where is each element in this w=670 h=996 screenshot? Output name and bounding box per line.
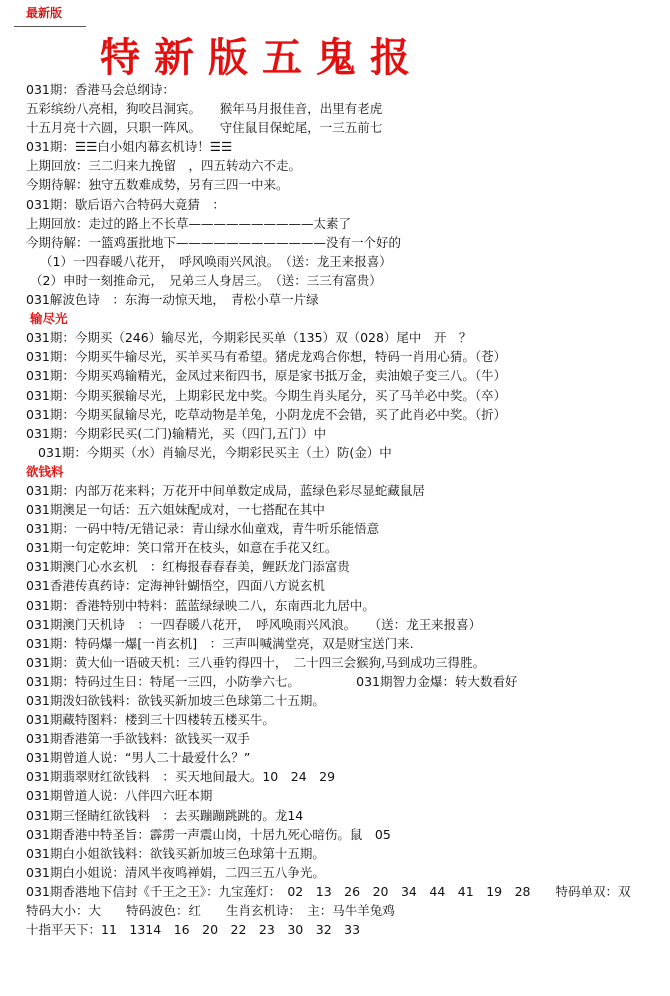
text-line: 031期一句定乾坤：笑口常开在枝头，如意在手花又红。 [26, 540, 338, 556]
text-line: 031期：内部万花来料；万花开中间单数定成局，蓝绿色彩尽显蛇藏鼠居 [26, 482, 425, 498]
text-line: 031期：特码爆一爆[一肖玄机] ：三声叫喊满堂亮，双是财宝送门来. [26, 635, 414, 651]
text-line: 031期泼妇欲钱料：欲钱买新加坡三色球第二十五期。 [26, 693, 325, 708]
page-title: 特新版五鬼报 [100, 34, 424, 81]
text-line: 031期香港第一手欲钱料：欲钱买一双手 [26, 731, 250, 747]
text-line: 031期：今期买鼠输尽光，吃草动物是羊兔，小阴龙虎不会错，买了此肖必中奖。（折） [26, 406, 507, 422]
corner-divider [14, 26, 86, 27]
text-line: 031期澳足一句话：五六姐妹配成对，一七搭配在其中 [26, 502, 325, 518]
text-line: 031期白小姐说：清风半夜鸣禅娟，二四三五八争光。 [26, 864, 325, 880]
text-line: （2）申时一刻推命元， 兄弟三人身居三。 （送：三三有富贵） [30, 272, 382, 288]
text-line: 031期：今期买牛输尽光，买羊买马有希望。猪虎龙鸡合你想，特码一肖用心猜。（苍） [26, 349, 507, 365]
text-line: 031期：香港马会总纲诗： [26, 82, 175, 97]
text-line: 031期：今期买猴输尽光，上期彩民龙中奖。今期生肖头尾分，买了马羊必中奖。（卒） [26, 387, 507, 403]
text-line: 031期：一码中特/无错记录：青山绿水仙童戏，青牛听乐能悟意 [26, 521, 380, 537]
text-line: 今期待解：一篮鸡蛋批地下————————————没有一个好的 [26, 234, 402, 250]
text-line: 031期：歇后语六合特码大竟猜 ： [26, 196, 225, 212]
text-line: 031期：香港特别中特料：蓝蓝绿绿映二八，东南西北九居中。 [26, 597, 375, 613]
corner-label: 最新版 [26, 6, 63, 20]
text-line: 031期：今期买鸡输精光，金凤过来衔四书，原是家书抵万金，卖油娘子变三八。（牛） [26, 368, 507, 384]
text-line: 031期曾道人说：“男人二十最爱什么？” [26, 750, 251, 766]
text-line: 031期澳门心水玄机 ：红梅报春春春美，鲤跃龙门添富贵 [26, 559, 350, 575]
text-line: 十指平天下：11 1314 16 20 22 23 30 32 33 [26, 922, 361, 938]
text-line: 上期回放：走过的路上不长草——————————太素了 [26, 215, 352, 231]
text-line: 五彩缤纷八亮相，狗咬吕洞宾。 猴年马月报佳音，出里有老虎 [26, 101, 383, 117]
section-heading: 欲钱料 [26, 463, 64, 479]
text-line: 031解波色诗 ：东海一动惊天地， 青松小草一片绿 [26, 292, 319, 308]
text-line: 031期：今期彩民买(二门)输精光，买（四门,五门）中 [26, 425, 327, 441]
text-line: 031期曾道人说：八伴四六旺本期 [26, 788, 213, 804]
text-line: 031期翡翠财红欲钱料 ：买天地间最大。10 24 29 [26, 769, 336, 785]
text-line: 031期：特码过生日：特尾一三四，小防拳六七。 031期智力金爆：转大数看好 [26, 673, 518, 689]
text-line: 031期香港中特圣旨：霹雳一声震山岗，十居九死心暗伤。鼠 05 [26, 826, 391, 842]
text-line: 031期：黄大仙一语破天机：三八垂钓得四十， 二十四三会猴狗,马到成功三得胜。 [26, 654, 486, 670]
text-line: 031期藏特图料：楼到三十四楼转五楼买牛。 [26, 712, 275, 728]
text-line: 十五月亮十六圆，只职一阵风。 守住鼠目保蛇尾，一三五前七 [26, 120, 383, 136]
text-line: 031期香港地下信封《千王之王》：九宝莲灯： 02 13 26 20 34 44 41 19 28 特码单双：双 [26, 883, 631, 899]
text-line: （1）一四春暖八花开， 呼风唤雨兴风浪。 （送：龙王来报喜） [40, 253, 392, 269]
text-line: 031期：今期买（水）肖输尽光，今期彩民买主（土）防(金）中 [38, 444, 392, 460]
text-line: 031期：☰☰白小姐内幕玄机诗！☰☰ [26, 139, 233, 155]
text-line: 031期：今期买（246）输尽光，今期彩民买单（135）双（028）尾中 开 ？ [26, 330, 472, 346]
text-line: 特码大小：大 特码波色：红 生肖玄机诗： 主：马牛羊兔鸡 [26, 903, 395, 919]
section-heading: 输尽光 [30, 311, 68, 327]
text-line: 031期白小姐欲钱料：欲钱买新加坡三色球第十五期。 [26, 845, 325, 861]
text-line: 031香港传真药诗：定海神针蝴悟空，四面八方说玄机 [26, 578, 325, 594]
article-body [26, 80, 666, 939]
text-line: 上期回放：三二归来九挽留 ，四五转动六不走。 [26, 158, 302, 174]
text-line: 今期待解：独守五数难成势，另有三四一中来。 [26, 177, 289, 193]
text-line: 031期澳门天机诗 ：一四春暖八花开， 呼风唤雨兴风浪。 （送：龙王来报喜） [26, 616, 482, 632]
text-line: 031期三怪睛红欲钱料 ：去买蹦蹦跳跳的。龙14 [26, 807, 304, 823]
